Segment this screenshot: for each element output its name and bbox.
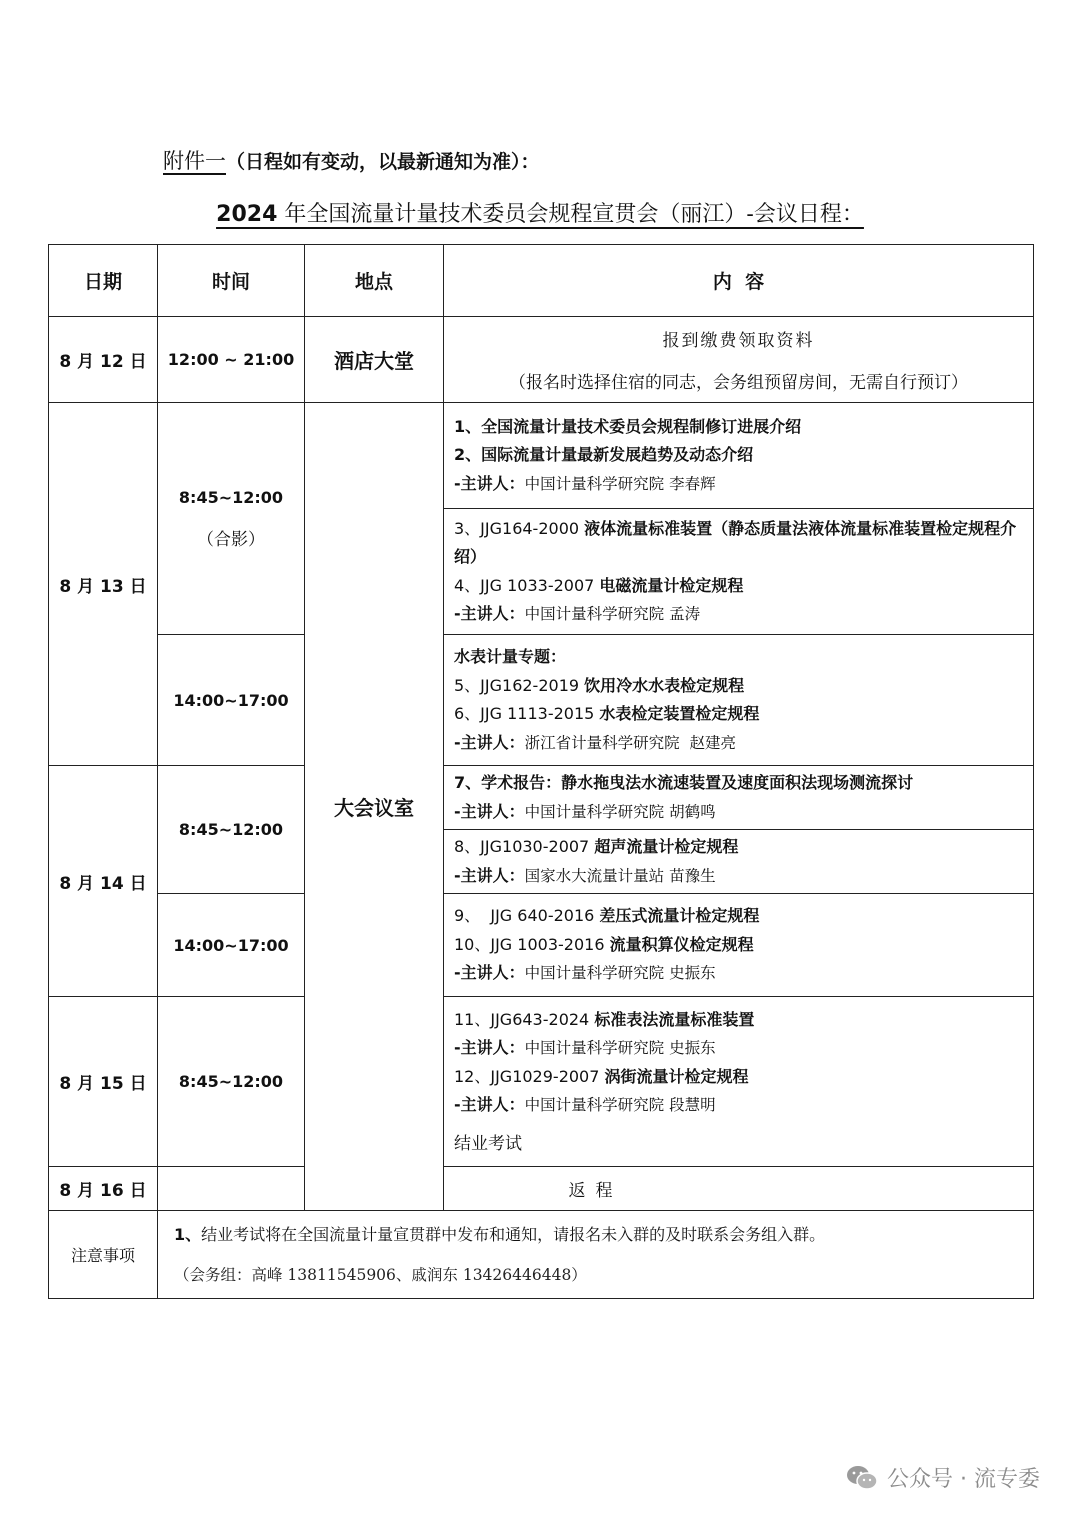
regulation-number: 4、JJG 1033-2007 bbox=[454, 575, 600, 595]
time-cell: 8:45~12:00 bbox=[158, 997, 305, 1167]
note-text: 结业考试将在全国流量计量宣贯群中发布和通知，请报名未入群的及时联系会务组入群。 bbox=[201, 1224, 826, 1244]
final-exam-item: 结业考试 bbox=[454, 1133, 522, 1154]
speaker-label: -主讲人： bbox=[454, 1038, 525, 1057]
speaker-label: -主讲人： bbox=[454, 604, 525, 623]
notes-row bbox=[49, 1211, 1034, 1299]
regulation-title: 差压式流量计检定规程 bbox=[599, 906, 760, 926]
notes-label: 注意事项 bbox=[49, 1211, 158, 1299]
time-cell: 14:00~17:00 bbox=[158, 635, 305, 766]
time-cell: 8:45~12:00 bbox=[158, 766, 305, 894]
accommodation-note: （报名时选择住宿的同志，会务组预留房间，无需自行预订） bbox=[509, 372, 968, 393]
agenda-item: 2、国际流量计量最新发展趋势及动态介绍 bbox=[454, 445, 754, 465]
header-date: 日期 bbox=[49, 245, 158, 317]
content-cell bbox=[444, 997, 1034, 1167]
time-cell: 14:00~17:00 bbox=[158, 894, 305, 997]
group-photo-note: （合影） bbox=[197, 529, 265, 550]
regulation-title: 液体流量标准装置（静态质量法液体流量标准装置检定规程介绍） bbox=[454, 518, 1017, 566]
date-cell: 8 月 16 日 bbox=[49, 1167, 158, 1211]
regulation-number: 3、JJG164-2000 bbox=[454, 518, 585, 538]
agenda-item: 1、全国流量计量技术委员会规程制修订进展介绍 bbox=[454, 416, 802, 436]
schedule-table bbox=[48, 244, 1034, 1299]
document-title bbox=[0, 198, 1080, 232]
table-row bbox=[49, 894, 1034, 997]
regulation-number: 9、 JJG 640-2016 bbox=[454, 906, 600, 926]
date-cell: 8 月 15 日 bbox=[49, 997, 158, 1167]
speaker-name: 中国计量科学研究院 李春辉 bbox=[524, 474, 716, 493]
regulation-title: 电磁流量计检定规程 bbox=[599, 575, 744, 595]
header-location: 地点 bbox=[305, 245, 444, 317]
speaker-label: -主讲人： bbox=[454, 1095, 525, 1114]
regulation-number: 12、JJG1029-2007 bbox=[454, 1066, 605, 1086]
time-cell bbox=[158, 403, 305, 635]
speaker-name: 中国计量科学研究院 胡鹤鸣 bbox=[524, 802, 716, 821]
speaker-label: -主讲人： bbox=[454, 865, 525, 885]
regulation-number: 6、JJG 1113-2015 bbox=[454, 704, 600, 723]
regulation-number: 5、JJG162-2019 bbox=[454, 675, 585, 695]
speaker-name: 浙江省计量科学研究院 赵建亮 bbox=[524, 733, 737, 752]
table-row bbox=[49, 997, 1034, 1167]
topic-heading: 水表计量专题： bbox=[454, 647, 567, 666]
table-row bbox=[49, 1167, 1034, 1211]
regulation-title: 涡街流量计检定规程 bbox=[604, 1066, 749, 1086]
regulation-title: 超声流量计检定规程 bbox=[594, 837, 739, 856]
content-cell bbox=[444, 635, 1034, 766]
regulation-title: 流量积算仪检定规程 bbox=[609, 934, 754, 954]
table-row bbox=[49, 317, 1034, 403]
note-number: 1、 bbox=[174, 1224, 202, 1244]
registration-line: 报到缴费领取资料 bbox=[662, 330, 815, 351]
table-row bbox=[49, 403, 1034, 509]
notes-cell bbox=[158, 1211, 1034, 1299]
location-cell: 大会议室 bbox=[305, 403, 444, 1211]
attachment-label: 附件一 bbox=[163, 149, 226, 173]
watermark bbox=[845, 1462, 1040, 1493]
date-cell: 8 月 13 日 bbox=[49, 403, 158, 766]
speaker-name: 中国计量科学研究院 孟涛 bbox=[524, 605, 701, 623]
table-header-row bbox=[49, 245, 1034, 317]
speaker-label: -主讲人： bbox=[454, 963, 525, 983]
date-cell: 8 月 12 日 bbox=[49, 317, 158, 403]
title-year: 2024 bbox=[216, 202, 278, 227]
header-content: 内 容 bbox=[444, 245, 1034, 317]
speaker-label: -主讲人： bbox=[454, 801, 525, 821]
content-cell bbox=[444, 766, 1034, 830]
watermark-text: 公众号 · 流专委 bbox=[887, 1467, 1040, 1492]
speaker-name: 中国计量科学研究院 史振东 bbox=[524, 964, 716, 983]
location-cell: 酒店大堂 bbox=[305, 317, 444, 403]
content-cell bbox=[444, 317, 1034, 403]
regulation-number: 11、JJG643-2024 bbox=[454, 1009, 595, 1029]
content-cell bbox=[444, 403, 1034, 509]
speaker-name: 中国计量科学研究院 段慧明 bbox=[524, 1096, 716, 1114]
speaker-name: 中国计量科学研究院 史振东 bbox=[524, 1039, 716, 1057]
header-time: 时间 bbox=[158, 245, 305, 317]
contact-info: （会务组：高峰 13811545906、戚润东 13426446448） bbox=[174, 1265, 587, 1284]
title-text: 年全国流量计量技术委员会规程宣贯会（丽江）-会议日程： bbox=[277, 202, 864, 227]
agenda-item: 7、学术报告：静水拖曳法水流速装置及速度面积法现场测流探讨 bbox=[454, 773, 914, 792]
regulation-title: 标准表法流量标准装置 bbox=[594, 1009, 755, 1029]
return-trip-cell: 返程 bbox=[158, 1167, 1034, 1211]
table-row bbox=[49, 635, 1034, 766]
date-cell: 8 月 14 日 bbox=[49, 766, 158, 997]
content-cell bbox=[444, 894, 1034, 997]
attachment-heading bbox=[163, 146, 540, 177]
speaker-name: 国家水大流量计量站 苗豫生 bbox=[524, 866, 716, 885]
speaker-label: -主讲人： bbox=[454, 732, 525, 752]
content-cell bbox=[444, 830, 1034, 894]
time-cell: 12:00 ~ 21:00 bbox=[158, 317, 305, 403]
wechat-icon bbox=[845, 1463, 879, 1493]
table-row bbox=[49, 766, 1034, 830]
regulation-number: 8、JJG1030-2007 bbox=[454, 837, 595, 856]
regulation-title: 饮用冷水水表检定规程 bbox=[584, 675, 745, 695]
speaker-label: -主讲人： bbox=[454, 473, 525, 493]
content-cell bbox=[444, 509, 1034, 635]
regulation-number: 10、JJG 1003-2016 bbox=[454, 934, 610, 954]
regulation-title: 水表检定装置检定规程 bbox=[599, 704, 760, 723]
attachment-note: （日程如有变动，以最新通知为准）： bbox=[226, 151, 540, 173]
time-range: 8:45~12:00 bbox=[178, 487, 284, 507]
